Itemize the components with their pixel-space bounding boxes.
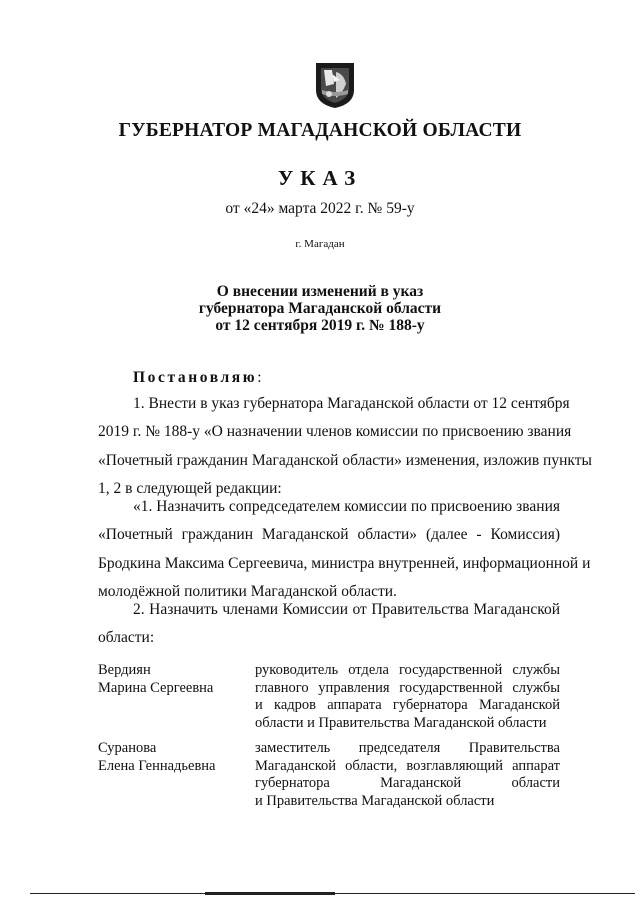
- role-line: заместитель председателя Правительства: [255, 740, 560, 756]
- coat-of-arms-icon: [312, 60, 358, 110]
- paragraph-2: [98, 493, 591, 606]
- paragraph-line: 1, 2 в следующей редакции:: [98, 479, 282, 497]
- role-line: и Правительства Магаданской области: [255, 792, 495, 809]
- document-subject: [0, 283, 640, 334]
- role-line: области и Правительства Магаданской области: [255, 714, 547, 731]
- member-role: [255, 740, 560, 810]
- paragraph-line: 2. Назначить членами Комиссии от Правительства Магаданской: [133, 601, 560, 618]
- paragraph-line: молодёжной политики Магаданской области.: [98, 582, 397, 600]
- paragraph-3: [98, 596, 560, 653]
- role-line: Магаданской области, возглавляющий аппарат: [255, 757, 560, 774]
- paragraph-1: [98, 390, 592, 503]
- paragraph-line: Бродкина Максима Сергеевича, министра внутренней, информационной и: [98, 554, 591, 572]
- paragraph-line: 1. Внести в указ губернатора Магаданской области от 12 сентября: [133, 395, 570, 412]
- member-surname: Суранова: [98, 740, 157, 756]
- member-surname: Вердиян: [98, 662, 151, 678]
- page-bottom-rule-thick: [205, 892, 335, 895]
- member-name: [98, 662, 248, 697]
- role-line: губернатора Магаданской области: [255, 775, 560, 791]
- document-type: УКАЗ: [277, 166, 363, 190]
- paragraph-line: области:: [98, 629, 155, 647]
- paragraph-line: 2019 г. № 188-у «О назначении членов комиссии по присвоению звания: [98, 423, 572, 441]
- subject-line: от 12 сентября 2019 г. № 188-у: [215, 317, 425, 334]
- member-given-names: Елена Геннадьевна: [98, 757, 216, 774]
- member-role: [255, 662, 560, 732]
- document-place: г. Магадан: [295, 238, 345, 250]
- role-line: главного управления государственной службы: [255, 679, 560, 696]
- role-line: и кадров аппарата губернатора Магаданской: [255, 697, 560, 713]
- member-entry: [98, 740, 560, 812]
- member-given-names: Марина Сергеевна: [98, 679, 214, 696]
- paragraph-line: «Почетный гражданин Магаданской области» изменения, изложив пункты: [98, 451, 592, 469]
- authority-title: ГУБЕРНАТОР МАГАДАНСКОЙ ОБЛАСТИ: [118, 120, 522, 141]
- paragraph-line: «1. Назначить сопредседателем комиссии по присвоению звания: [133, 498, 560, 515]
- decree-colon: :: [257, 369, 262, 386]
- decree-heading: [133, 369, 262, 387]
- subject-line: губернатора Магаданской области: [198, 300, 442, 317]
- subject-line: О внесении изменений в указ: [216, 283, 424, 300]
- decree-word: Постановляю: [133, 369, 258, 386]
- role-line: руководитель отдела государственной службы: [255, 662, 560, 678]
- paragraph-line: «Почетный гражданин Магаданской области» (далее - Комиссия): [98, 526, 560, 544]
- member-name: [98, 740, 248, 775]
- document-date-number: от «24» марта 2022 г. № 59-у: [225, 200, 415, 217]
- member-entry: [98, 662, 560, 734]
